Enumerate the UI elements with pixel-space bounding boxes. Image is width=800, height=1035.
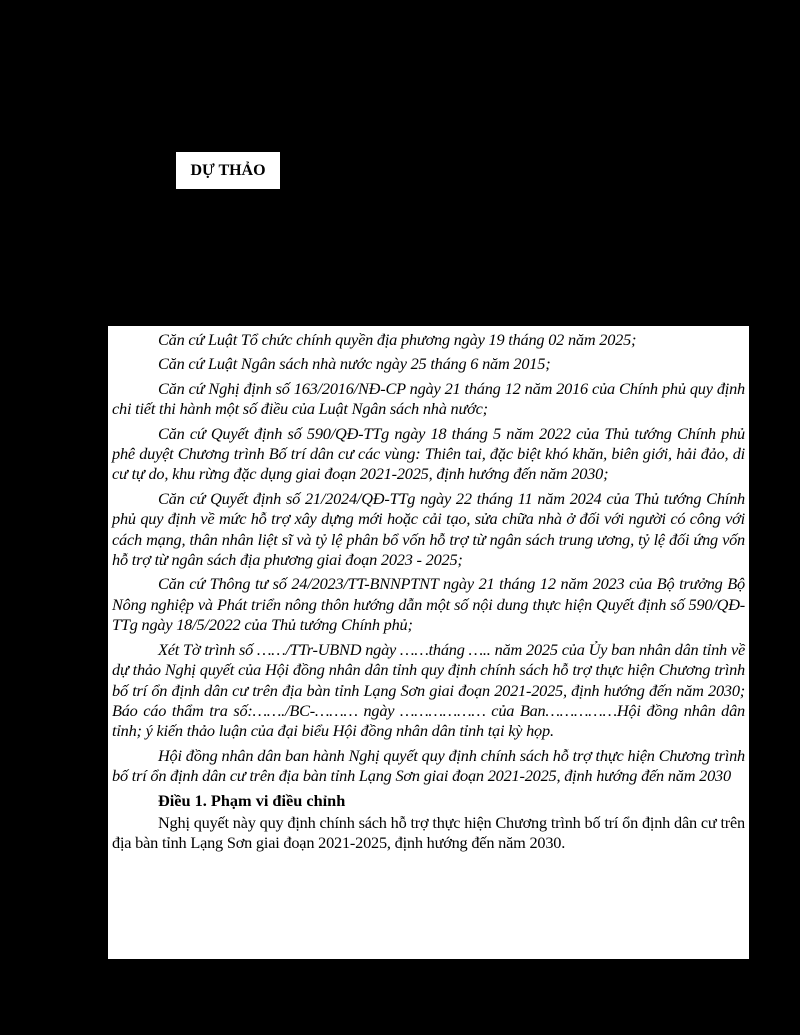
article-1-heading: Điều 1. Phạm vi điều chỉnh [158,790,346,810]
document-page [108,326,749,959]
preamble-paragraph: Căn cứ Thông tư số 24/2023/TT-BNNPTNT ngày 21 tháng 12 năm 2023 của Bộ trưởng Bộ Nông nghiệp và Phát triển nông thôn hướng dẫn một số nội dung thực hiện Quyết định số 590/QĐ-TTg ngày 18/5/2022 của Thủ tướng Chính phủ; [112,574,745,635]
preamble-paragraph: Căn cứ Quyết định số 21/2024/QĐ-TTg ngày 22 tháng 11 năm 2024 của Thủ tướng Chính phủ quy định về mức hỗ trợ xây dựng mới hoặc cải tạo, sửa chữa nhà ở đối với người có công với cách mạng, thân nhân liệt sĩ và tỷ lệ phân bổ vốn hỗ trợ từ ngân sách trung ương, tỷ lệ đối ứng vốn hỗ trợ từ ngân sách địa phương giai đoạn 2023 - 2025; [112,488,745,570]
preamble-paragraph: Xét Tờ trình số ……/TTr-UBND ngày ……tháng ….. năm 2025 của Ủy ban nhân dân tỉnh về dự thảo Nghị quyết của Hội đồng nhân dân tỉnh quy định chính sách hỗ trợ thực hiện Chương trình bố trí ổn định dân cư trên địa bàn tỉnh Lạng Sơn giai đoạn 2021-2025, định hướng đến năm 2030; Báo cáo thẩm tra số:……./BC-……… ngày ……………… của Ban……………Hội đồng nhân dân tỉnh; ý kiến thảo luận của đại biểu Hội đồng nhân dân tỉnh tại kỳ họp. [112,639,745,741]
preamble-paragraph: Căn cứ Nghị định số 163/2016/NĐ-CP ngày 21 tháng 12 năm 2016 của Chính phủ quy định chi tiết thi hành một số điều của Luật Ngân sách nhà nước; [112,378,745,419]
preamble-paragraph: Căn cứ Luật Ngân sách nhà nước ngày 25 tháng 6 năm 2015; [158,354,551,374]
preamble-paragraph: Căn cứ Quyết định số 590/QĐ-TTg ngày 18 tháng 5 năm 2022 của Thủ tướng Chính phủ phê duyệt Chương trình Bố trí dân cư các vùng: Thiên tai, đặc biệt khó khăn, biên giới, hải đảo, di cư tự do, khu rừng đặc dụng giai đoạn 2021-2025, định hướng đến năm 2030; [112,423,745,484]
draft-badge-label: DỰ THẢO [190,161,266,179]
preamble-paragraph: Căn cứ Luật Tổ chức chính quyền địa phương ngày 19 tháng 02 năm 2025; [158,330,637,349]
enactment-paragraph: Hội đồng nhân dân ban hành Nghị quyết quy định chính sách hỗ trợ thực hiện Chương trình bố trí ổn định dân cư trên địa bàn tỉnh Lạng Sơn giai đoạn 2021-2025, định hướng đến năm 2030 [112,745,745,786]
draft-badge [176,152,280,189]
article-1-body: Nghị quyết này quy định chính sách hỗ trợ thực hiện Chương trình bố trí ổn định dân cư trên địa bàn tỉnh Lạng Sơn giai đoạn 2021-2025, định hướng đến năm 2030. [112,812,745,853]
